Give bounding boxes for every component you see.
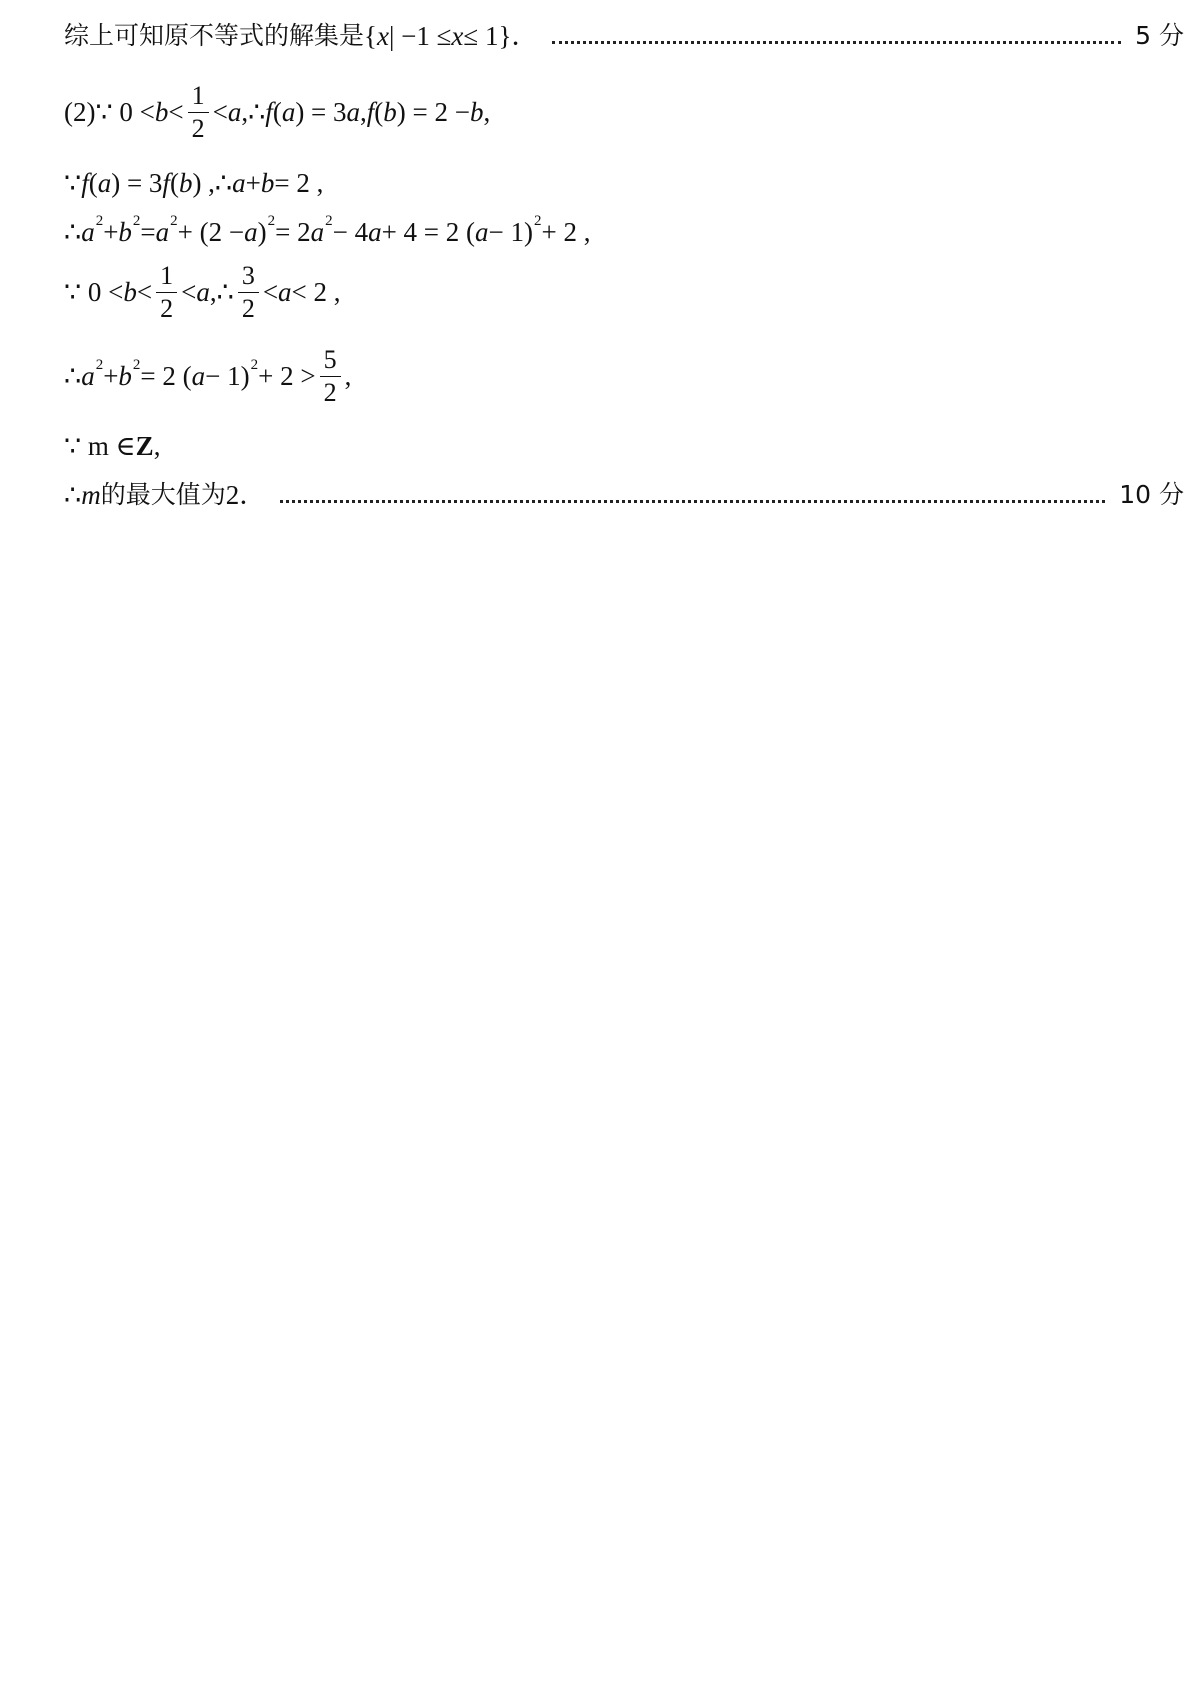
text: (: [88, 168, 98, 198]
var-a: a: [232, 168, 246, 198]
var-a: a: [227, 97, 242, 127]
text: = 2 (: [140, 361, 192, 391]
denominator: 2: [323, 377, 337, 407]
var-m: m: [81, 480, 101, 510]
exponent: 2: [170, 213, 178, 229]
exponent: 2: [95, 357, 104, 373]
text: ,∴: [209, 277, 234, 307]
text: 2．: [225, 480, 267, 510]
text: + (2 −: [177, 217, 245, 247]
denominator: 2: [191, 113, 205, 143]
text: <: [168, 97, 184, 127]
fraction: [320, 344, 341, 407]
text: ∴: [64, 217, 82, 247]
var-b: b: [118, 361, 132, 391]
text: + 2 >: [258, 361, 316, 391]
text: (: [374, 97, 384, 127]
var-a: a: [278, 277, 292, 307]
text: ) = 2 −: [396, 97, 470, 127]
exponent: 2: [534, 213, 542, 229]
solution-line-8: [64, 478, 1184, 512]
var-a: a: [475, 217, 489, 247]
text: 的最大值为: [100, 480, 226, 509]
var-x: x: [451, 21, 464, 51]
func-f: f: [366, 97, 375, 127]
text: | −1 ≤: [388, 21, 452, 51]
exponent: 2: [132, 357, 141, 373]
text: <: [136, 277, 153, 307]
text: ∵ 0 <: [64, 277, 124, 307]
solution-line-6: [64, 344, 1184, 407]
text: =: [140, 217, 156, 247]
var-a: a: [346, 97, 361, 127]
text: (: [169, 168, 179, 198]
dot-leader: [552, 41, 1121, 44]
text: +: [103, 361, 119, 391]
var-b: b: [260, 168, 275, 198]
fraction: [156, 260, 177, 323]
var-a: a: [97, 168, 112, 198]
text: ,: [360, 97, 367, 127]
var-b: b: [178, 168, 193, 198]
solution-line-7: [64, 429, 1184, 463]
text: − 1): [205, 361, 250, 391]
text: 综上可知原不等式的解集是: [64, 21, 365, 50]
var-a: a: [368, 217, 382, 247]
text: ∵ m ∈: [64, 431, 136, 461]
denominator: 2: [160, 293, 174, 323]
text: <: [181, 277, 197, 307]
var-a: a: [81, 217, 95, 247]
text: ) ,∴: [192, 168, 233, 198]
numerator: 3: [238, 263, 259, 293]
solution-line-5: [64, 260, 1184, 323]
var-b: b: [470, 97, 484, 127]
var-a: a: [81, 361, 95, 391]
exponent: 2: [250, 357, 259, 373]
var-b: b: [154, 97, 169, 127]
exponent: 2: [267, 213, 276, 229]
func-f: f: [162, 168, 170, 198]
var-a: a: [281, 97, 296, 127]
var-a: a: [244, 217, 258, 247]
var-a: a: [155, 217, 170, 247]
score-label: 10 分: [1119, 480, 1184, 509]
func-f: f: [265, 97, 273, 127]
text: = 2 ,: [274, 168, 324, 198]
exponent: 2: [95, 213, 104, 229]
text: ≤ 1}．: [463, 21, 539, 51]
text: +: [103, 217, 119, 247]
text: <: [262, 277, 279, 307]
fraction: [188, 80, 209, 143]
var-x: x: [376, 21, 389, 51]
solution-line-1: [64, 19, 1184, 53]
brace-open: {: [364, 21, 377, 51]
text: − 1): [488, 217, 533, 247]
numerator: 5: [320, 347, 341, 377]
dot-leader: [280, 500, 1105, 503]
solution-line-2: [64, 80, 1184, 143]
integers-symbol: Z: [135, 431, 154, 461]
score-label: 5 分: [1135, 21, 1184, 50]
text: (2)∵ 0 <: [64, 97, 155, 127]
text: − 4: [332, 217, 369, 247]
text: ∴: [64, 361, 82, 391]
var-b: b: [123, 277, 137, 307]
text: +: [245, 168, 261, 198]
text: ) = 3: [111, 168, 163, 198]
numerator: 1: [188, 83, 209, 113]
text: ,: [483, 97, 491, 127]
text: ∵: [64, 168, 82, 198]
var-b: b: [383, 97, 397, 127]
numerator: 1: [156, 263, 177, 293]
solution-line-3: [64, 166, 1184, 200]
var-a: a: [191, 361, 206, 391]
text: ,: [153, 431, 161, 461]
text: (: [272, 97, 282, 127]
var-b: b: [118, 217, 132, 247]
text: ) = 3: [295, 97, 347, 127]
text: = 2: [275, 217, 311, 247]
text: <: [212, 97, 228, 127]
exponent: 2: [132, 213, 141, 229]
solution-line-4: [64, 215, 1184, 249]
text: + 2 ,: [541, 217, 591, 247]
text: ,: [344, 361, 352, 391]
var-a: a: [196, 277, 210, 307]
func-f: f: [81, 168, 89, 198]
exponent: 2: [325, 213, 333, 229]
fraction: [238, 260, 259, 323]
text: + 4 = 2 (: [381, 217, 476, 247]
var-a: a: [310, 217, 325, 247]
text: ∴: [64, 480, 82, 510]
text: ,∴: [241, 97, 266, 127]
text: ): [257, 217, 267, 247]
denominator: 2: [241, 293, 255, 323]
text: < 2 ,: [291, 277, 341, 307]
